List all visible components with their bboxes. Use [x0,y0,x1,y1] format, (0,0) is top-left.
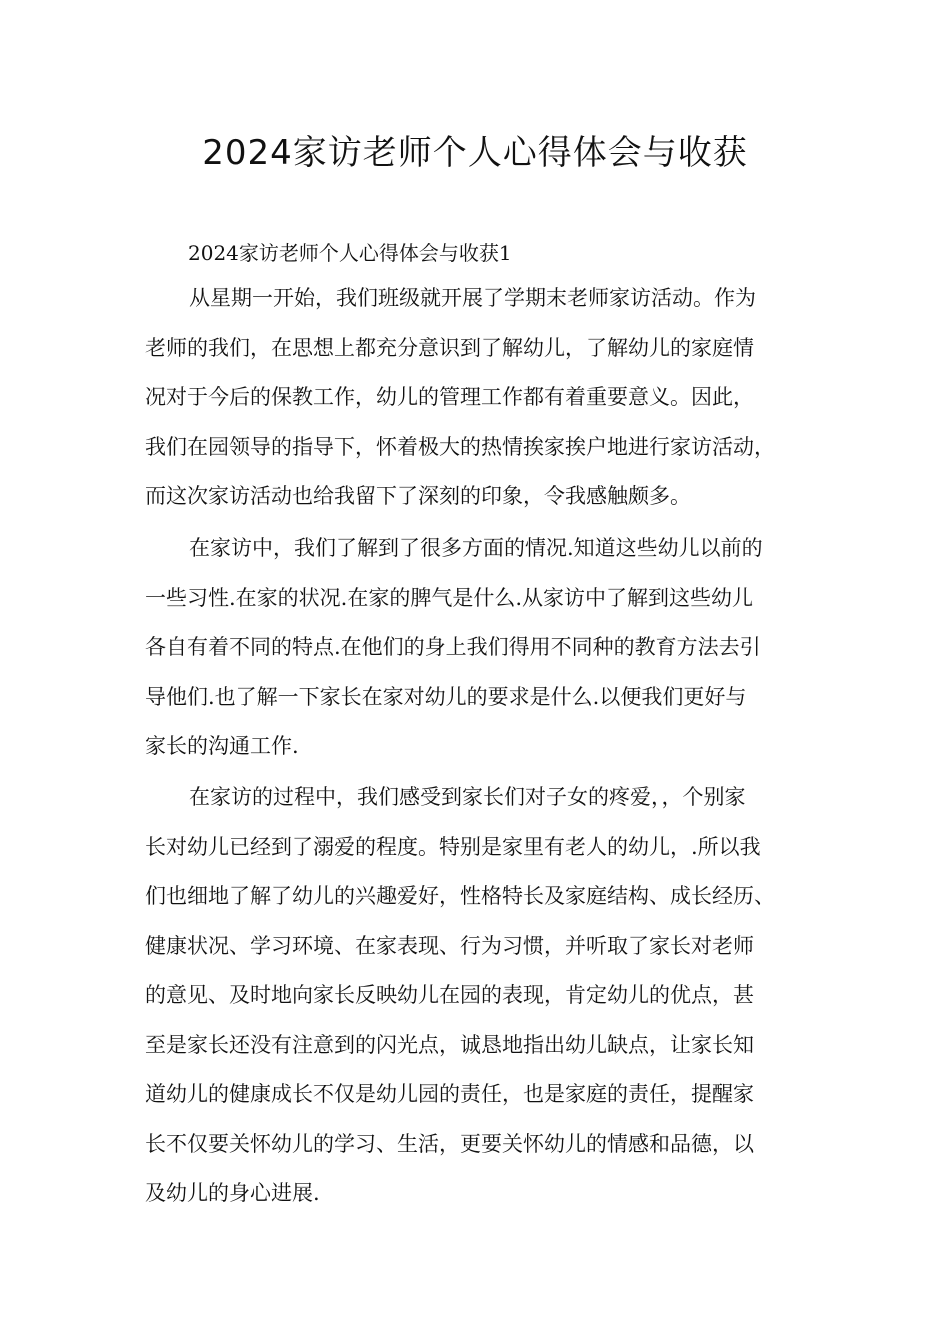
paragraph-line: 况对于今后的保教工作，幼儿的管理工作都有着重要意义。因此， [145,385,754,409]
paragraph-1 [145,274,815,522]
paragraph-line: 我们在园领导的指导下，怀着极大的热情挨家挨户地进行家访活动， [145,434,775,459]
paragraph-line: 各自有着不同的特点.在他们的身上我们得用不同种的教育方法去引 [145,635,761,659]
paragraph-line: 及幼儿的身心进展. [145,1181,320,1205]
paragraph-3 [145,773,815,1219]
paragraph-line: 长不仅要关怀幼儿的学习、生活，更要关怀幼儿的情感和品德，以 [145,1131,754,1156]
paragraph-line: 的意见、及时地向家长反映幼儿在园的表现，肯定幼儿的优点，甚 [145,983,754,1007]
document-subtitle: 2024家访老师个人心得体会与收获1 [188,241,512,265]
paragraph-line: 在家访的过程中，我们感受到家长们对子女的疼爱，，个别家 [189,785,746,809]
paragraph-line: 长对幼儿已经到了溺爱的程度。特别是家里有老人的幼儿，.所以我 [145,834,761,859]
paragraph-line: 在家访中，我们了解到了很多方面的情况.知道这些幼儿以前的 [189,536,763,560]
paragraph-line: 们也细地了解了幼儿的兴趣爱好，性格特长及家庭结构、成长经历、 [145,884,775,908]
paragraph-2 [145,524,815,772]
paragraph-line: 道幼儿的健康成长不仅是幼儿园的责任，也是家庭的责任，提醒家 [145,1082,754,1106]
paragraph-line: 导他们.也了解一下家长在家对幼儿的要求是什么.以便我们更好与 [145,684,747,709]
paragraph-line: 从星期一开始，我们班级就开展了学期末老师家访活动。作为 [189,286,756,310]
paragraph-line: 家长的沟通工作. [145,734,299,758]
paragraph-line: 至是家长还没有注意到的闪光点，诚恳地指出幼儿缺点，让家长知 [145,1032,754,1057]
paragraph-line: 一些习性.在家的状况.在家的脾气是什么.从家访中了解到这些幼儿 [145,585,754,610]
paragraph-line: 健康状况、学习环境、在家表现、行为习惯，并听取了家长对老师 [145,933,754,958]
document-title: 2024家访老师个人心得体会与收获 [202,133,748,173]
paragraph-line: 而这次家访活动也给我留下了深刻的印象，令我感触颇多。 [145,484,691,508]
paragraph-line: 老师的我们，在思想上都充分意识到了解幼儿，了解幼儿的家庭情 [145,335,754,360]
